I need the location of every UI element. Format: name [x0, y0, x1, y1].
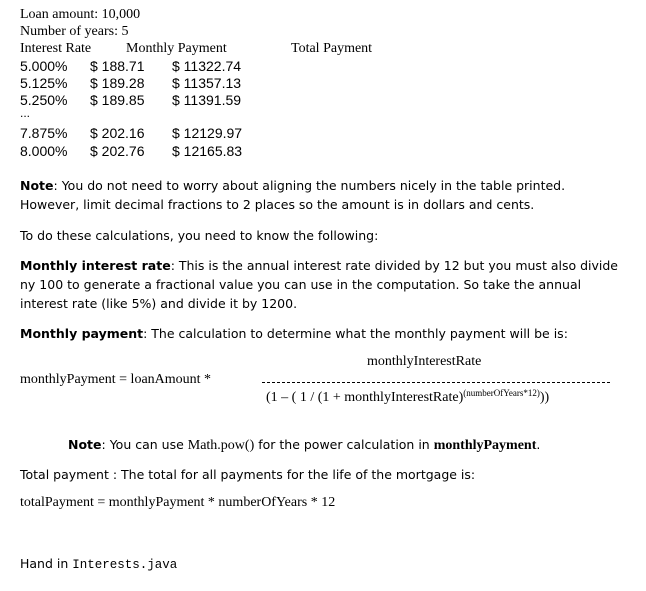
denominator-main: (1 – ( 1 / (1 + monthlyInterestRate)	[266, 390, 464, 405]
monthly-cell: $ 189.85	[90, 92, 145, 108]
note2-code: Math.pow()	[187, 438, 255, 453]
monthly-rate-text: : This is the annual interest rate divided by 12 but you must also divide ny 100 to generate a fractional value you can use in the computation. So take the annual interest rate (like 5%) and divide it by 1200.	[20, 258, 618, 311]
intro-paragraph: To do these calculations, you need to know the following:	[20, 228, 379, 243]
rate-cell: 7.875%	[20, 125, 68, 141]
header-interest-rate: Interest Rate	[20, 41, 92, 56]
number-of-years-line: Number of years: 5	[20, 24, 129, 39]
note2-text-before: : You can use	[101, 437, 188, 452]
loan-amount-line: Loan amount: 10,000	[20, 7, 141, 22]
monthly-payment-paragraph	[20, 324, 620, 343]
monthly-cell: $ 188.71	[90, 58, 145, 74]
note2-end: .	[536, 437, 541, 452]
monthly-payment-label: Monthly payment	[20, 326, 144, 341]
total-cell: $ 11357.13	[172, 75, 242, 91]
note-label: Note	[20, 178, 54, 193]
formula-lhs: monthlyPayment = loanAmount *	[20, 372, 212, 387]
hand-in-text: Hand in	[20, 556, 73, 571]
monthly-cell: $ 202.16	[90, 125, 145, 141]
hand-in-file: Interests.java	[72, 558, 178, 572]
total-payment-paragraph: Total payment : The total for all payments for the life of the mortgage is:	[20, 467, 476, 482]
monthly-cell: $ 202.76	[90, 143, 145, 159]
total-cell: $ 12129.97	[172, 125, 243, 141]
rate-cell: 5.250%	[20, 92, 68, 108]
note2-label: Note	[68, 437, 102, 452]
hand-in-line	[20, 554, 177, 575]
note2-bold-term: monthlyPayment	[433, 438, 537, 453]
total-payment-formula: totalPayment = monthlyPayment * numberOfYears * 12	[20, 495, 336, 510]
rate-cell: 8.000%	[20, 143, 68, 159]
rate-cell: 5.000%	[20, 58, 68, 74]
total-cell: $ 12165.83	[172, 143, 243, 159]
denominator-exponent: (numberOfYears*12)	[463, 388, 540, 398]
note-text: : You do not need to worry about aligning the numbers nicely in the table printed. However, limit decimal fractions to 2 places so the amount is in dollars and cents.	[20, 178, 566, 212]
monthly-payment-text: : The calculation to determine what the monthly payment will be is:	[143, 326, 568, 341]
formula-denominator	[266, 390, 549, 406]
header-monthly-payment: Monthly Payment	[126, 41, 227, 56]
rate-cell: 5.125%	[20, 75, 68, 91]
monthly-rate-label: Monthly interest rate	[20, 258, 171, 273]
note-paragraph	[20, 176, 620, 214]
formula-numerator: monthlyInterestRate	[367, 354, 482, 369]
fraction-bar	[262, 382, 610, 383]
denominator-close: ))	[539, 390, 550, 405]
total-cell: $ 11391.59	[172, 92, 242, 108]
note2-paragraph	[68, 435, 540, 455]
monthly-rate-paragraph	[20, 256, 620, 313]
header-total-payment: Total Payment	[291, 41, 373, 56]
total-cell: $ 11322.74	[172, 58, 242, 74]
note2-text-after: for the power calculation in	[254, 437, 434, 452]
table-ellipsis: ...	[20, 106, 31, 120]
monthly-cell: $ 189.28	[90, 75, 145, 91]
